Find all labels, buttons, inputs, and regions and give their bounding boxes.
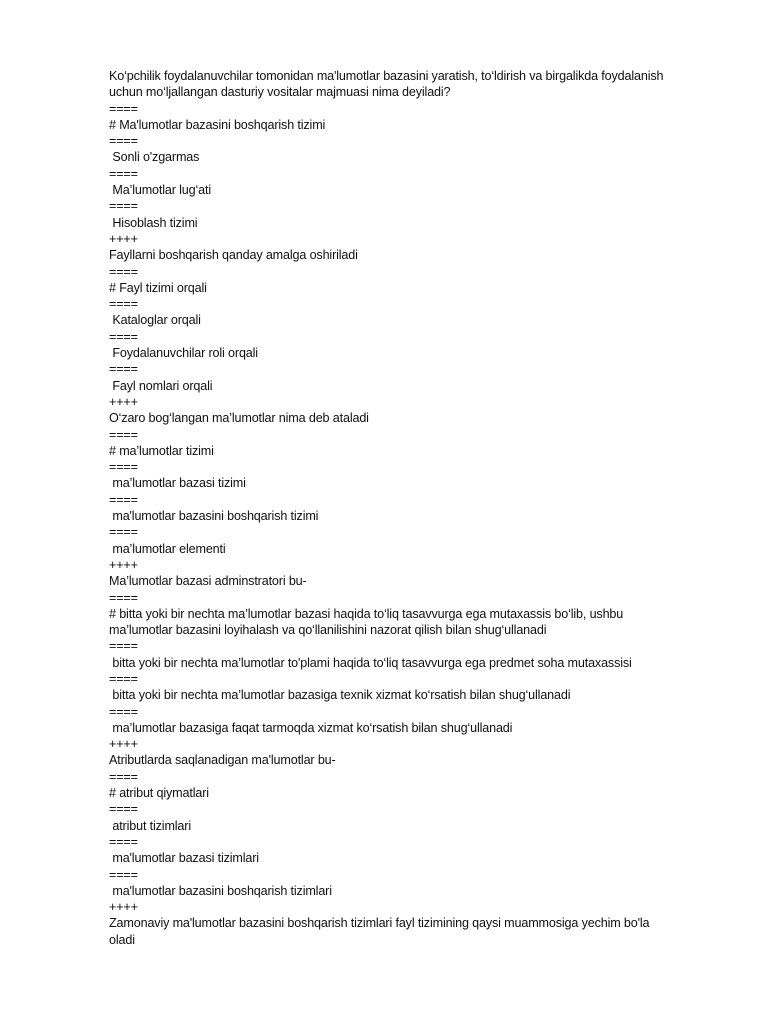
text-line: Atributlarda saqlanadigan ma'lumotlar bu- <box>109 753 336 768</box>
text-line: O‘zaro bog‘langan ma’lumotlar nima deb ataladi <box>109 411 369 426</box>
text-line: Fayl nomlari orqali <box>109 378 213 393</box>
text-line: Ma’lumotlar bazasi adminstratori bu- <box>109 574 307 589</box>
text-line: Ma’lumotlar lug‘ati <box>109 183 211 198</box>
text-line: bitta yoki bir nechta ma’lumotlar bazasiga texnik xizmat ko‘rsatish bilan shug‘ullanadi <box>109 688 571 703</box>
text-line: ++++ <box>109 737 138 752</box>
text-line: # ma’lumotlar tizimi <box>109 443 214 458</box>
text-line: Hisoblash tizimi <box>109 215 198 230</box>
text-line: oladi <box>109 932 135 947</box>
text-line: Ko‘pchilik foydalanuvchilar tomonidan ma'lumotlar bazasini yaratish, to‘ldirish va birgalikda foydalanish <box>109 69 664 83</box>
text-line: Foydalanuvchilar roli orqali <box>109 346 258 361</box>
text-line: ==== <box>109 867 138 882</box>
text-line: ==== <box>109 671 138 686</box>
text-line: ==== <box>109 802 138 817</box>
text-line: ==== <box>109 460 138 475</box>
text-line: uchun mo‘ljallangan dasturiy vositalar majmuasi nima deyiladi? <box>109 85 451 100</box>
text-line: ==== <box>109 199 138 214</box>
text-line: ma'lumotlar bazasini boshqarish tizimi <box>109 509 319 524</box>
text-line: Sonli o'zgarmas <box>109 150 200 165</box>
text-line: ++++ <box>109 900 138 915</box>
text-line: ++++ <box>109 231 138 246</box>
text-line: ==== <box>109 329 138 344</box>
text-line: ma’lumotlar bazasiga faqat tarmoqda xizmat ko‘rsatish bilan shug‘ullanadi <box>109 720 513 735</box>
text-line: ==== <box>109 639 138 654</box>
text-line: ==== <box>109 362 138 377</box>
text-line: ma'lumotlar bazasini boshqarish tizimlari <box>109 883 332 898</box>
text-line: ==== <box>109 166 138 181</box>
text-line: ==== <box>109 769 138 784</box>
text-line: ma’lumotlar elementi <box>109 541 226 556</box>
text-line: # bitta yoki bir nechta ma’lumotlar bazasi haqida to‘liq tasavvurga ega mutaxassis bo‘lib, ushbu <box>109 606 624 621</box>
text-line: Zamonaviy ma'lumotlar bazasini boshqarish tizimlari fayl tizimining qaysi muammosiga yechim bo'la <box>109 916 650 931</box>
text-line: bitta yoki bir nechta ma’lumotlar to'plami haqida to‘liq tasavvurga ega predmet soha mutaxassisi <box>109 655 632 670</box>
text-line: ==== <box>109 590 138 605</box>
text-line: ma’lumotlar bazasi tizimi <box>109 476 246 491</box>
text-line: ==== <box>109 264 138 279</box>
text-line: # Fayl tizimi orqali <box>109 280 207 295</box>
text-line: ==== <box>109 525 138 540</box>
text-line: ==== <box>109 134 138 149</box>
text-line: ==== <box>109 427 138 442</box>
text-line: ==== <box>109 704 138 719</box>
text-line: ==== <box>109 834 138 849</box>
text-line: Fayllarni boshqarish qanday amalga oshiriladi <box>109 248 358 263</box>
text-line: ++++ <box>109 557 138 572</box>
text-line: ++++ <box>109 394 138 409</box>
text-line: Kataloglar orqali <box>109 313 201 328</box>
text-line: ma’lumotlar bazasini loyihalash va qo‘llanilishini nazorat qilish bilan shug‘ullanadi <box>109 623 547 638</box>
text-line: # atribut qiymatlari <box>109 786 209 801</box>
text-line: ==== <box>109 492 138 507</box>
text-line: ==== <box>109 101 138 116</box>
text-line: atribut tizimlari <box>109 818 191 833</box>
document-body <box>109 68 728 948</box>
text-line: # Ma'lumotlar bazasini boshqarish tizimi <box>109 117 326 132</box>
text-line: ma'lumotlar bazasi tizimlari <box>109 851 259 866</box>
text-line: ==== <box>109 297 138 312</box>
